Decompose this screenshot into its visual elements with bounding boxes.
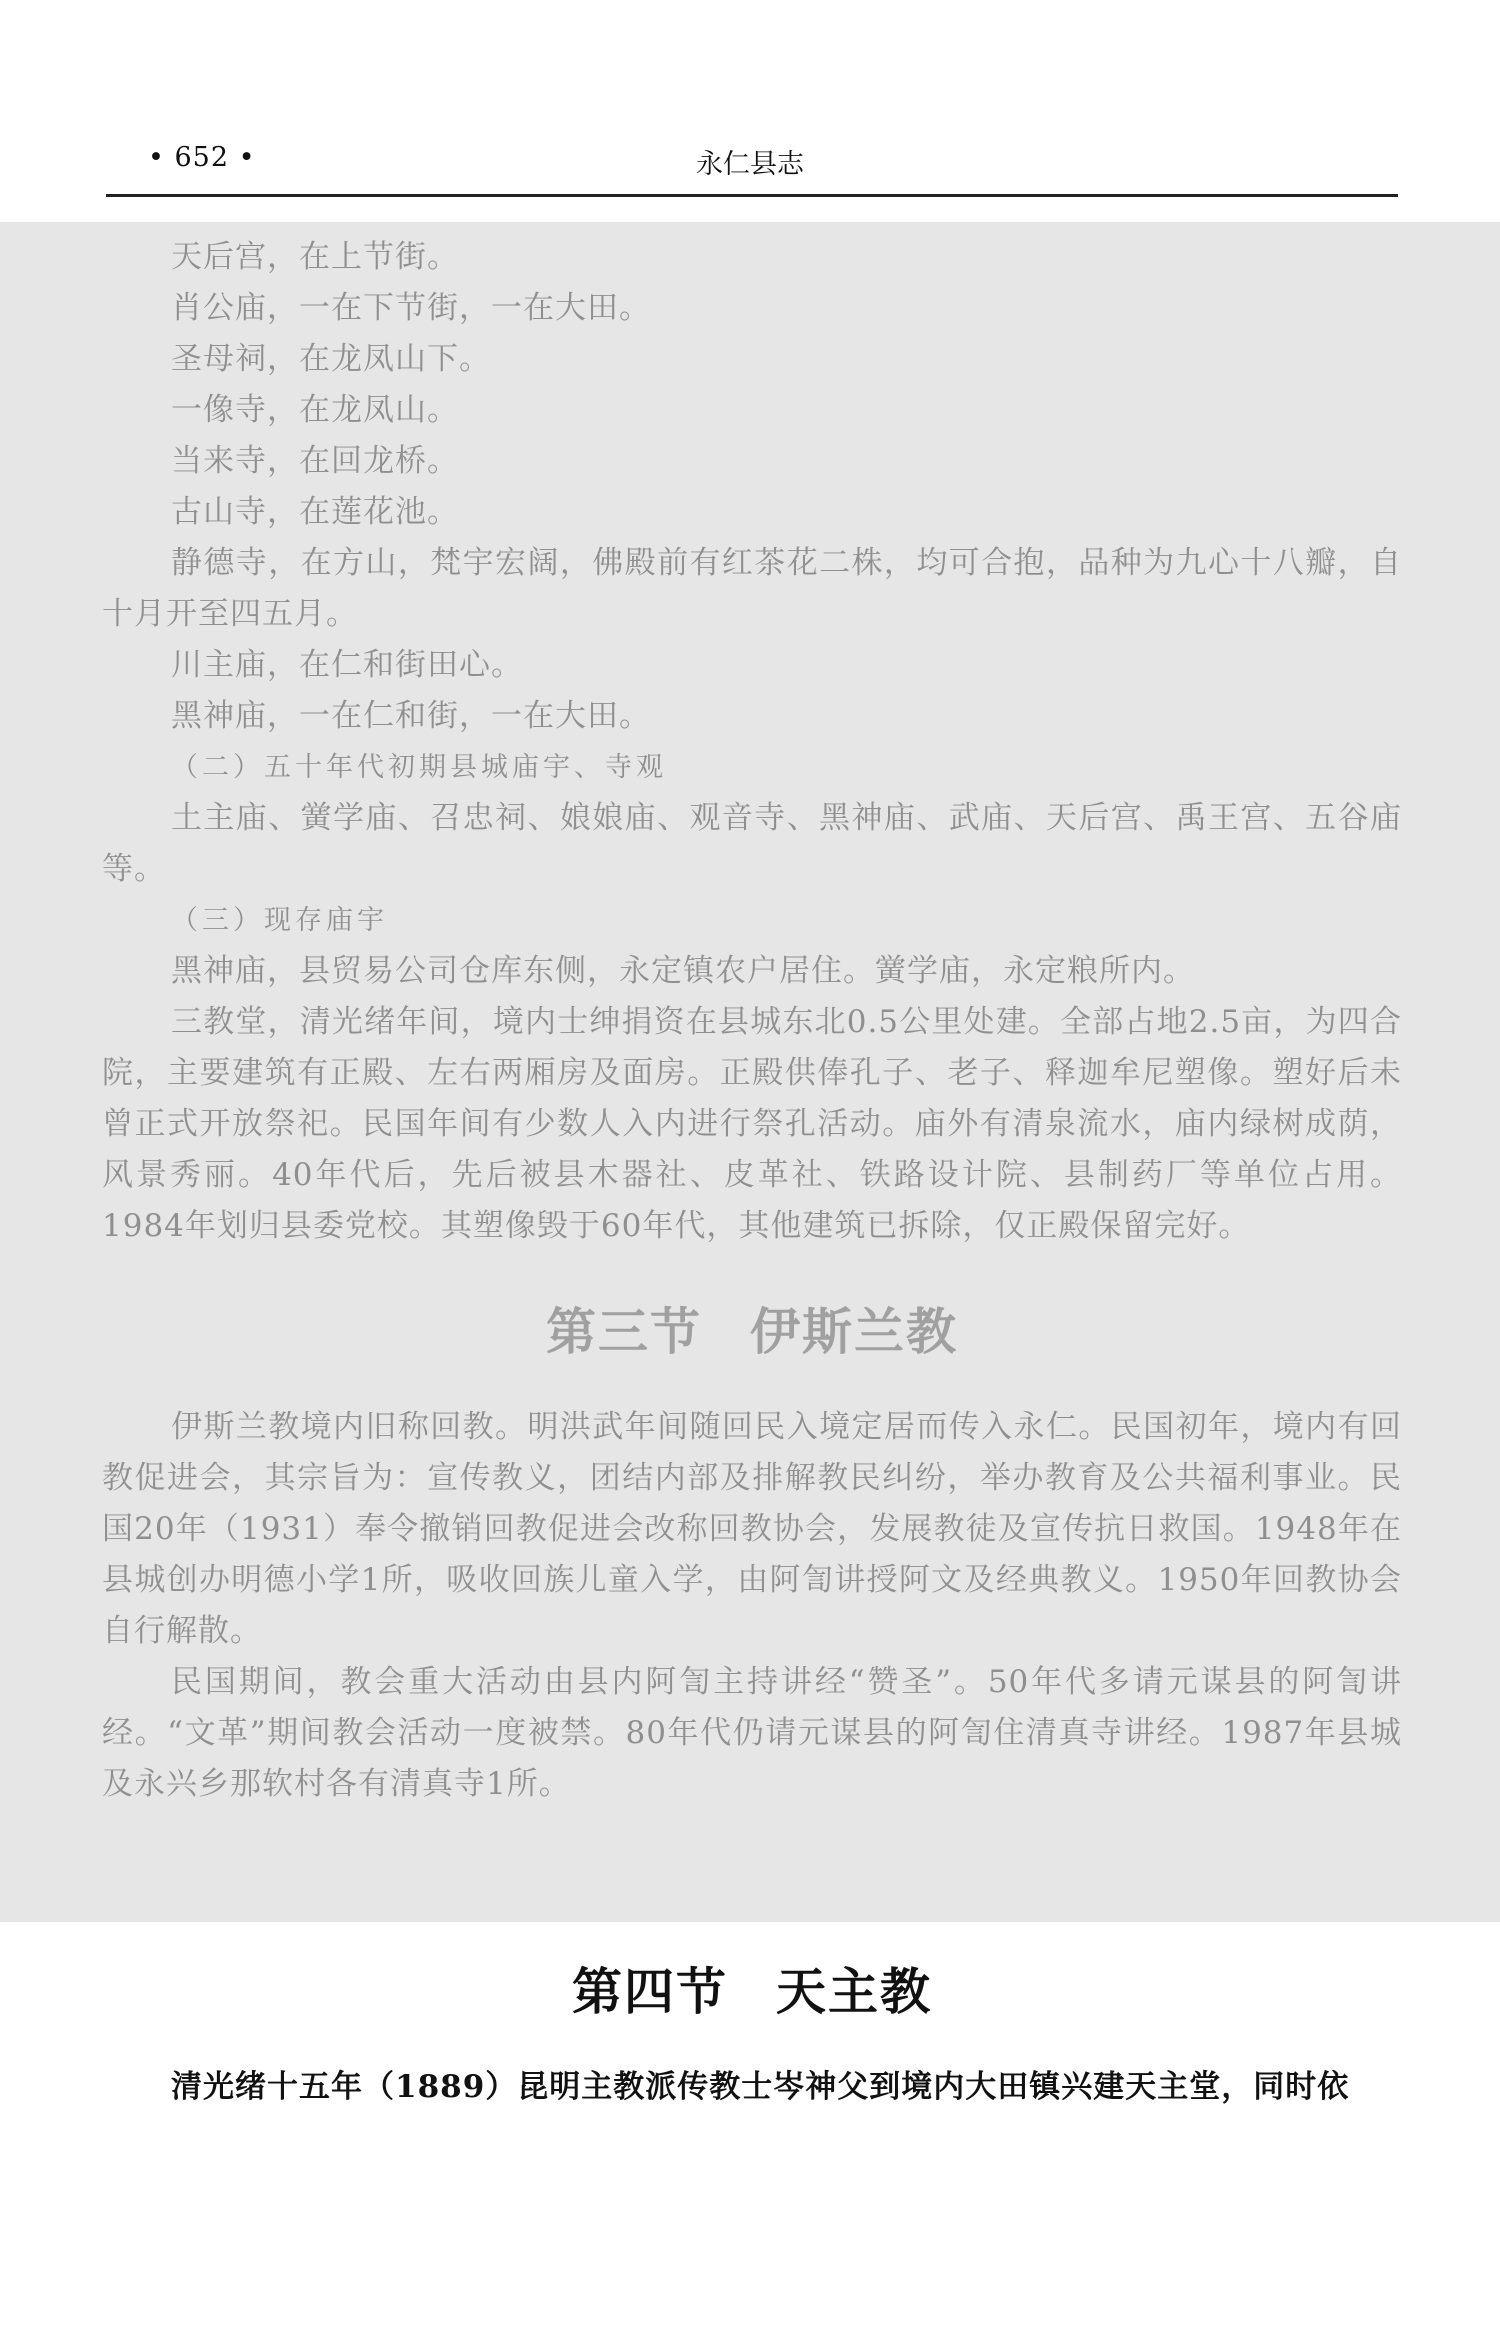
section-name: 天主教 [776,1962,932,2021]
page-number: • 652 • [148,142,256,173]
text-line: 静德寺，在方山，梵宇宏阔，佛殿前有红茶花二株，均可合抱，品种为九心十八瓣，自十月开至四五月。 [102,545,1402,632]
running-title: 永仁县志 [696,149,804,180]
paragraph: 清光绪十五年（1889）昆明主教派传教士岑神父到境内大田镇兴建天主堂，同时依 [171,2069,1350,2105]
subheading: （二）五十年代初期县城庙宇、寺观 [171,752,667,783]
text-line: 圣母祠，在龙凤山下。 [171,341,491,377]
highlighted-region [0,222,1500,1922]
section-name: 伊斯兰教 [750,1302,958,1361]
paragraph: 三教堂，清光绪年间，境内士绅捐资在县城东北0.5公里处建。全部占地2.5亩，为四合院，主要建筑有正殿、左右两厢房及面房。正殿供俸孔子、老子、释迦牟尼塑像。塑好后未曾正式开放祭祀。民国年间有少数人入内进行祭孔活动。庙外有清泉流水，庙内绿树成荫，风景秀丽。40年代后，先后被县木器社、皮革社、铁路设计院、县制药厂等单位占用。1984年划归县委党校。其塑像毁于60年代，其他建筑已拆除，仅正殿保留完好。 [102,1004,1402,1244]
text-line: 天后宫，在上节街。 [171,239,459,275]
text-line: 肖公庙，一在下节街，一在大田。 [171,290,651,326]
paragraph: 土主庙、黉学庙、召忠祠、娘娘庙、观音寺、黑神庙、武庙、天后宫、禹王宫、五谷庙等。 [102,800,1402,887]
paragraph: 民国期间，教会重大活动由县内阿訇主持讲经“赞圣”。50年代多请元谋县的阿訇讲经。“文革”期间教会活动一度被禁。80年代仍请元谋县的阿訇住清真寺讲经。1987年县城及永兴乡那软村各有清真寺1所。 [102,1664,1402,1802]
subheading: （三）现存庙宇 [171,905,388,936]
gray-section-body [102,222,1402,1810]
section-title [102,1292,1402,1364]
text-line: 当来寺，在回龙桥。 [171,443,459,479]
header-rule [106,194,1398,197]
bottom-section [102,1922,1402,2113]
section-title [102,1952,1402,2024]
page-header [0,0,1500,222]
paragraph: 伊斯兰教境内旧称回教。明洪武年间随回民入境定居而传入永仁。民国初年，境内有回教促进会，其宗旨为：宣传教义，团结内部及排解教民纠纷，举办教育及公共福利事业。民国20年（1931）奉令撤销回教促进会改称回教协会，发展教徒及宣传抗日救国。1948年在县城创办明德小学1所，吸收回族儿童入学，由阿訇讲授阿文及经典教义。1950年回教协会自行解散。 [102,1409,1402,1649]
section-number: 第四节 [572,1962,728,2021]
text-line: 黑神庙，一在仁和街，一在大田。 [171,698,651,734]
text-line: 古山寺，在莲花池。 [171,494,459,530]
paragraph: 黑神庙，县贸易公司仓库东侧，永定镇农户居住。黉学庙，永定粮所内。 [171,953,1195,989]
text-line: 川主庙，在仁和街田心。 [171,647,523,683]
text-line: 一像寺，在龙凤山。 [171,392,459,428]
section-number: 第三节 [546,1302,702,1361]
